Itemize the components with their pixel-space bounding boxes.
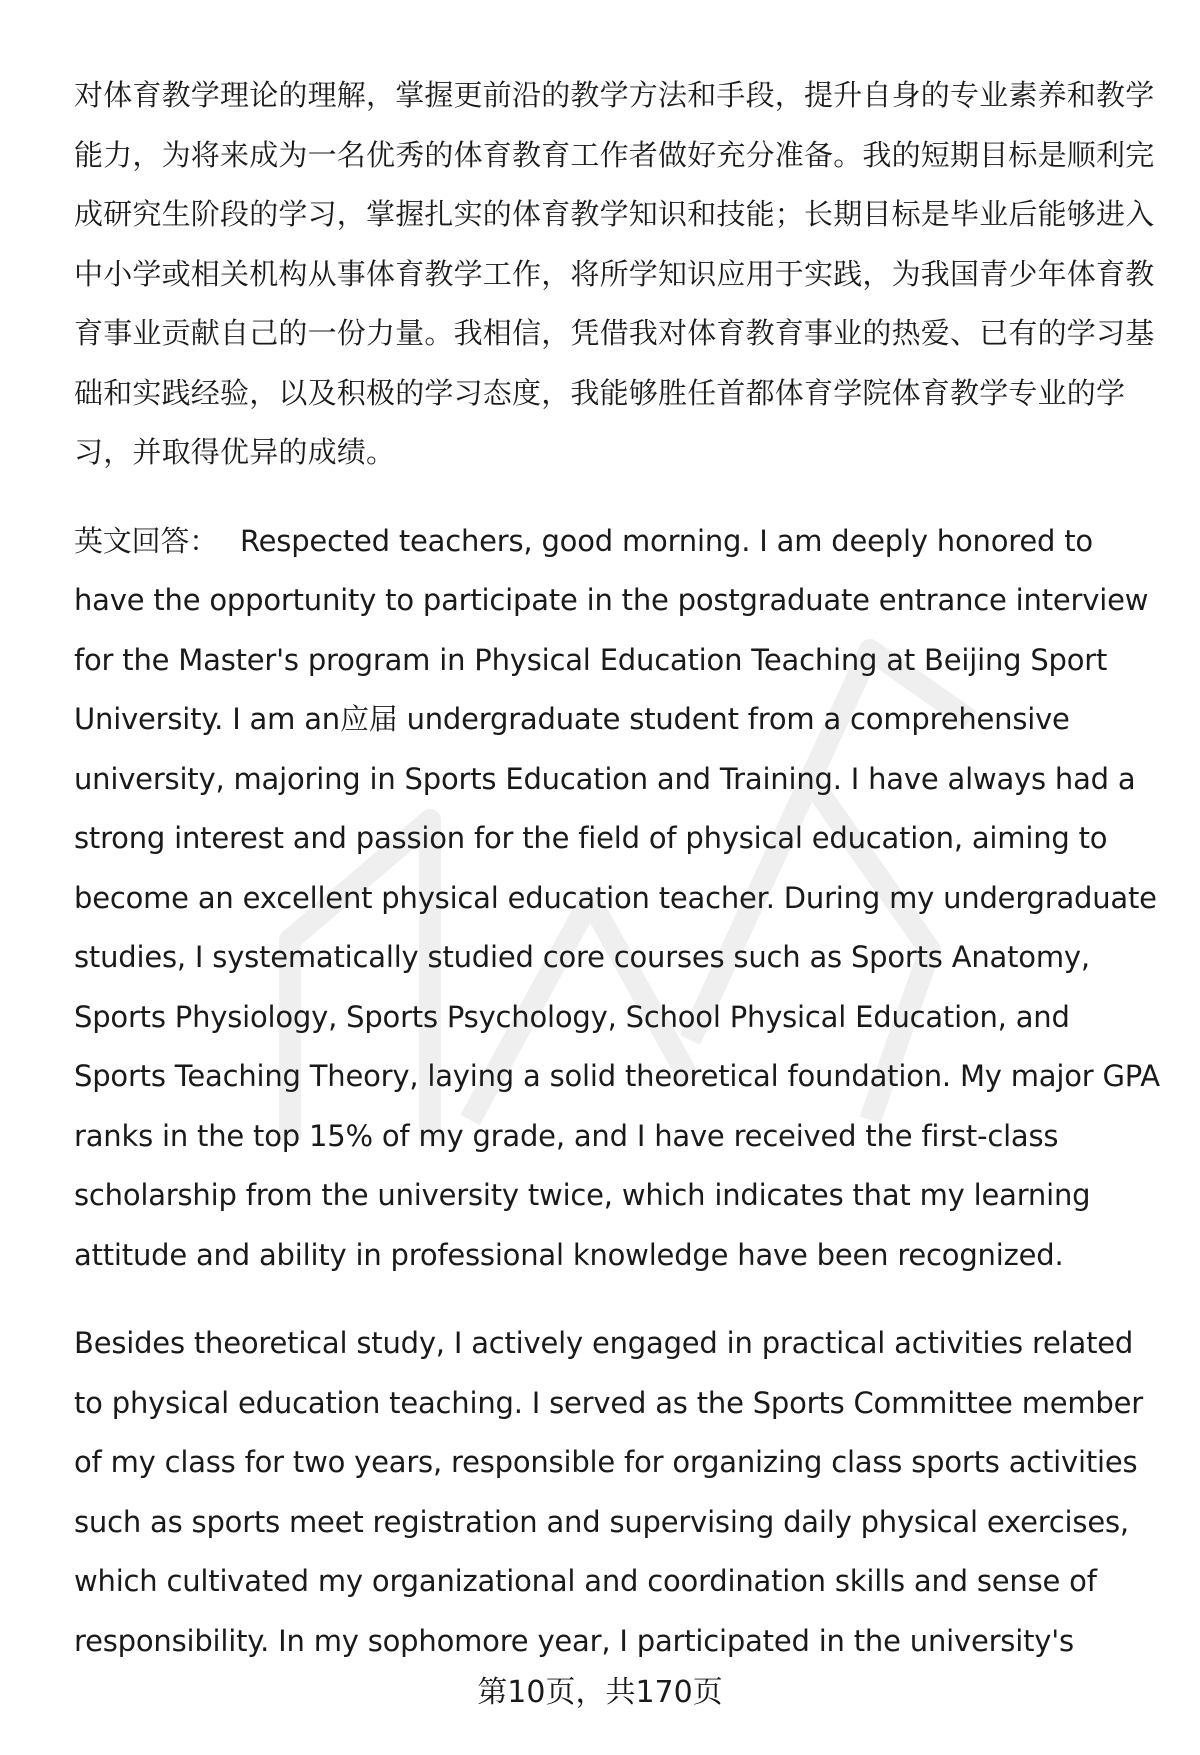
- page-number: 第10页，共170页: [477, 1675, 723, 1710]
- paragraph-english-answer: [74, 512, 1164, 1286]
- paragraph-practical-activities: Besides theoretical study, I actively engaged in practical activities related to physical education teaching. I served as the Sports Committee member of my class for two years, responsible for organizing class sports activities such as sports meet registration and supervising daily physical exercises, which cultivated my organizational and coordination skills and sense of responsibility. In my sophomore year, I participated in the university's: [74, 1326, 1144, 1658]
- document-body: [74, 66, 1164, 1700]
- english-answer-text: Respected teachers, good morning. I am deeply honored to have the opportunity to participate in the postgraduate entrance interview for the Master's program in Physical Education Teaching at Beijing Sport University. I am an应届 undergraduate student from a comprehensive university, majoring in Sports Education and Training. I have always had a strong interest and passion for the field of physical education, aiming to become an excellent physical education teacher. During my undergraduate studies, I systematically studied core courses such as Sports Anatomy, Sports Physiology, Sports Psychology, School Physical Education, and Sports Teaching Theory, laying a solid theoretical foundation. My major GPA ranks in the top 15% of my grade, and I have received the first-class scholarship from the university twice, which indicates that my learning attitude and ability in professional knowledge have been recognized.: [74, 523, 1160, 1272]
- english-answer-label: 英文回答：: [74, 523, 219, 558]
- paragraph-chinese: 对体育教学理论的理解，掌握更前沿的教学方法和手段，提升自身的专业素养和教学能力，为将来成为一名优秀的体育教育工作者做好充分准备。我的短期目标是顺利完成研究生阶段的学习，掌握扎实的体育教学知识和技能；长期目标是毕业后能够进入中小学或相关机构从事体育教学工作，将所学知识应用于实践，为我国青少年体育教育事业贡献自己的一份力量。我相信，凭借我对体育教育事业的热爱、已有的学习基础和实践经验，以及积极的学习态度，我能够胜任首都体育学院体育教学专业的学习，并取得优异的成绩。: [74, 78, 1155, 469]
